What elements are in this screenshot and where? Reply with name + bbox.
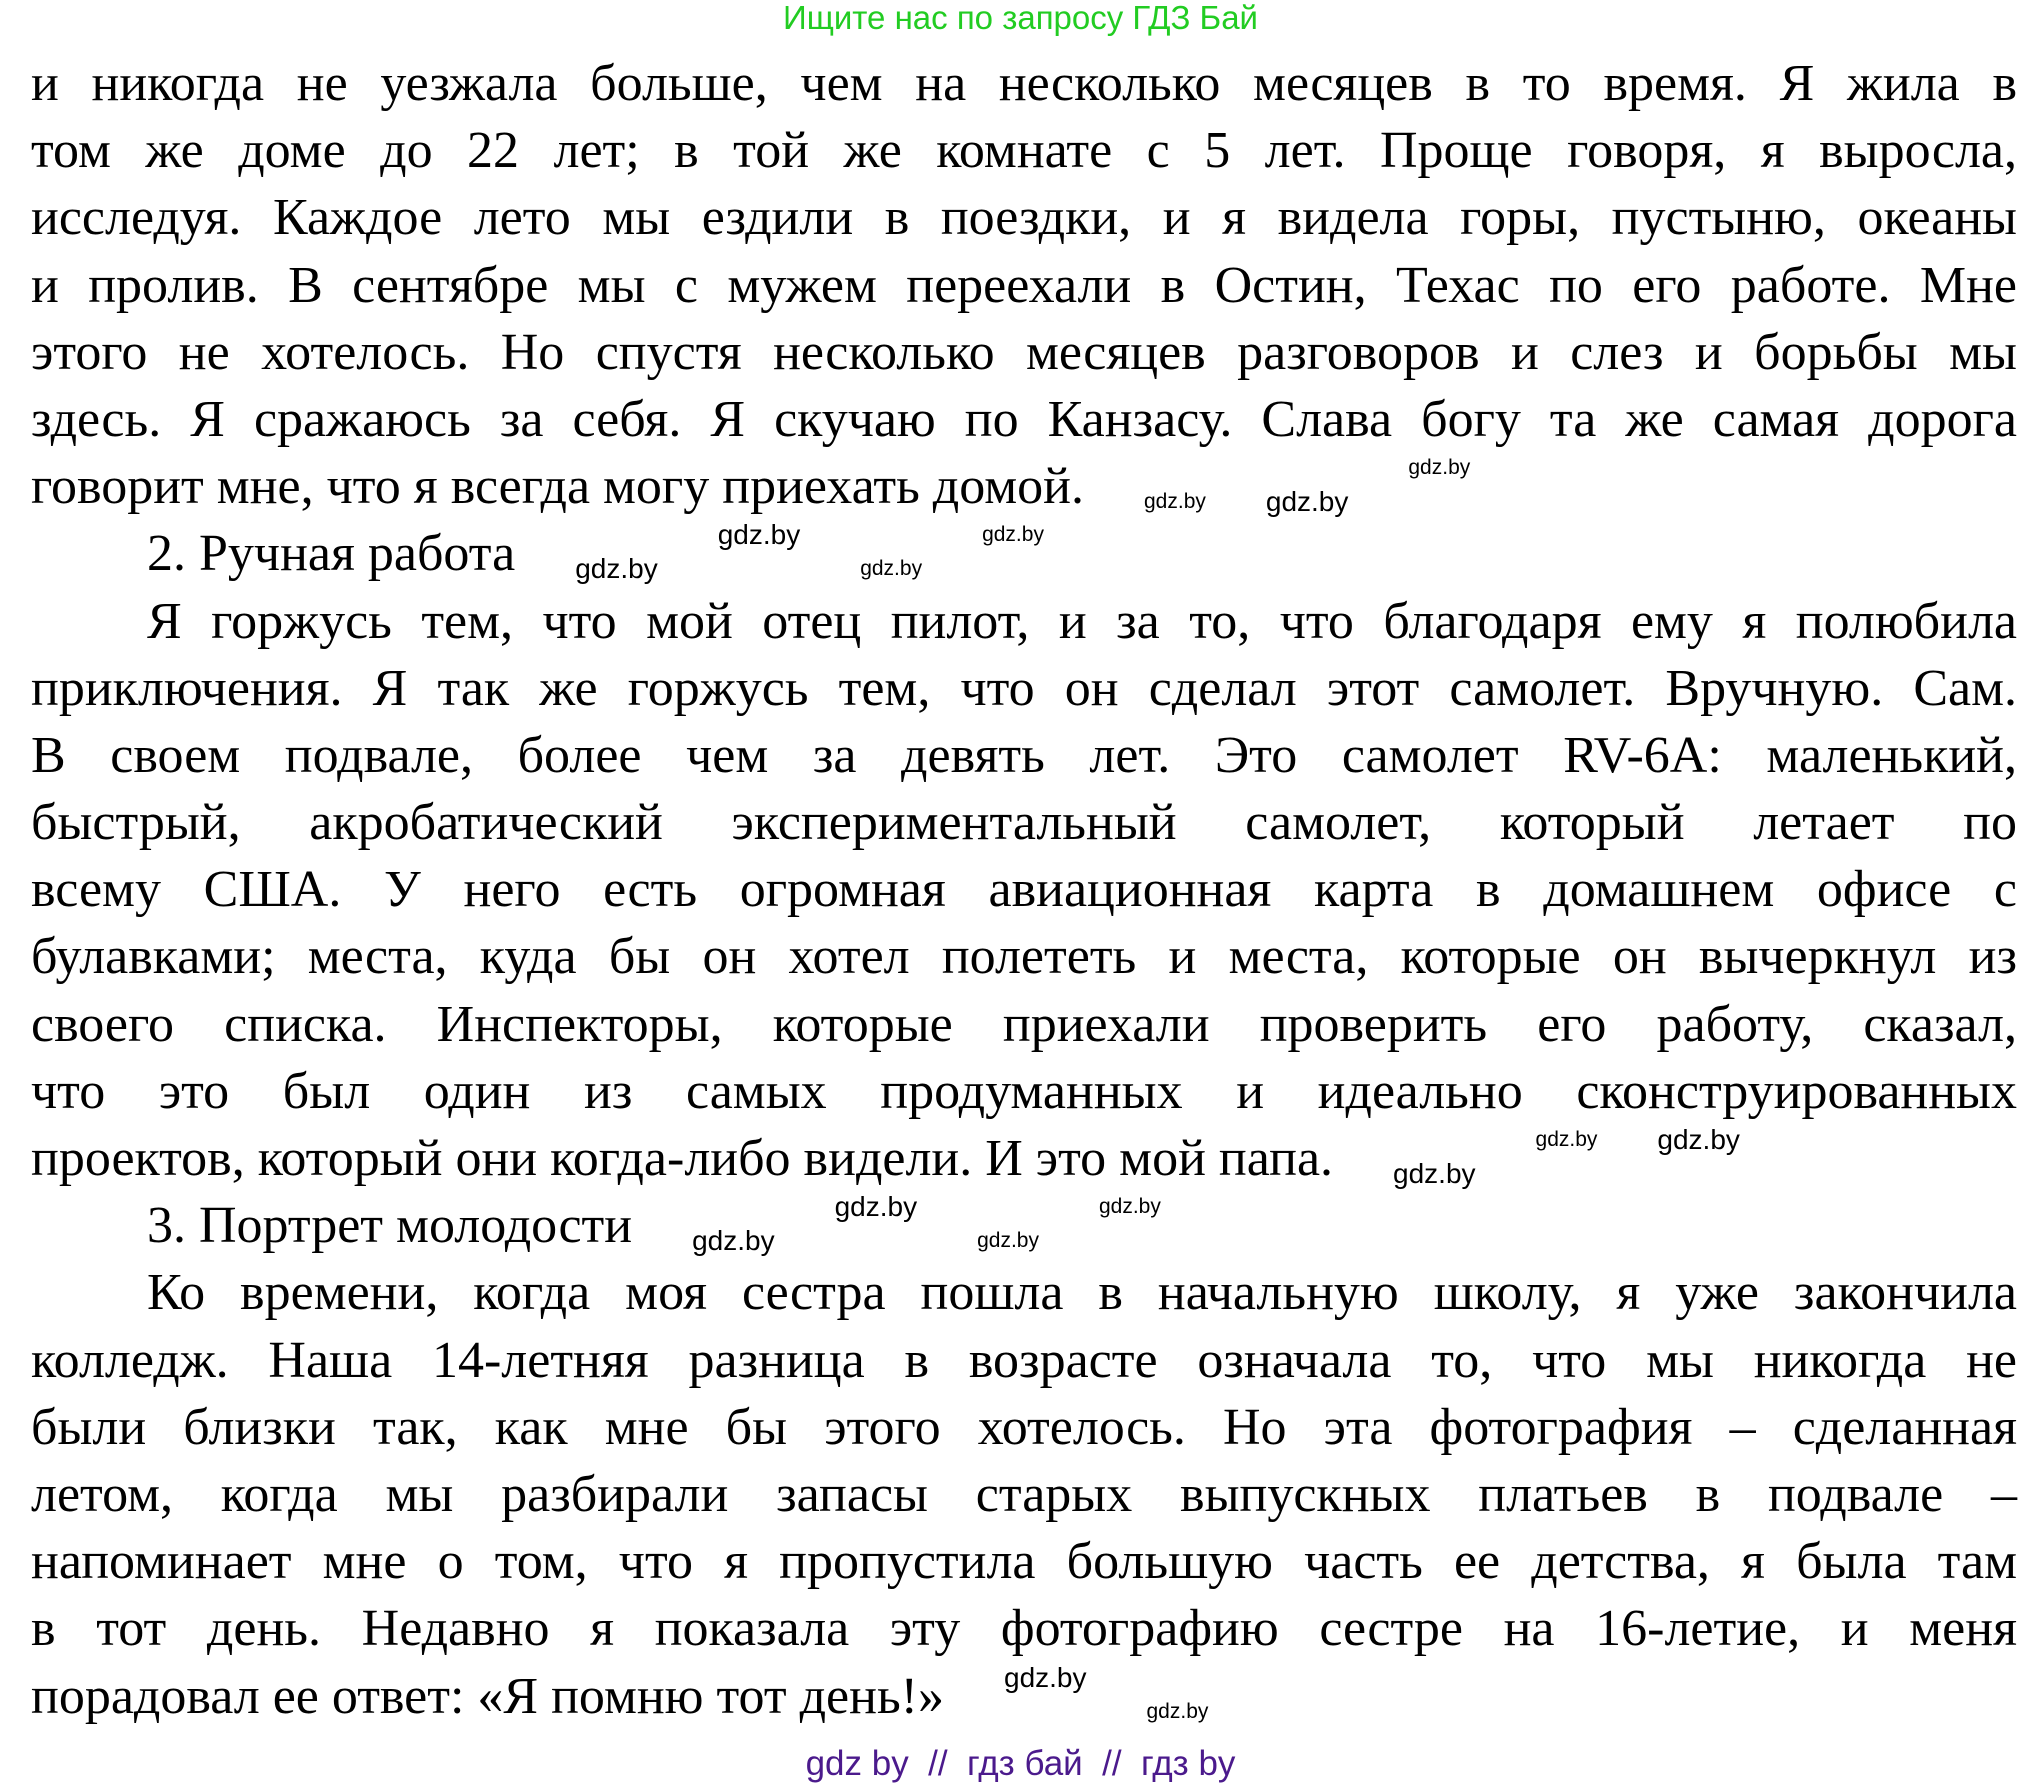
line-text: и никогда не уезжала больше, чем на несколько месяцев в то время. Я жила в	[31, 55, 2017, 112]
text-line	[31, 319, 2017, 386]
line-text: всему США. У него есть огромная авиационная карта в домашнем офисе с	[31, 861, 2017, 919]
text-line	[31, 1125, 1740, 1192]
text-line	[31, 722, 2017, 789]
text-line	[31, 184, 2017, 251]
text-line	[31, 1528, 2017, 1595]
text-line	[31, 1461, 2017, 1528]
document-body	[31, 50, 2017, 1730]
text-line	[31, 453, 1470, 520]
watermark: gdz.by	[1146, 1699, 1209, 1723]
text-line	[31, 252, 2017, 319]
line-text: порадовал ее ответ: «Я помню тот день!»	[31, 1667, 944, 1725]
watermark: gdz.by	[575, 553, 658, 585]
watermark: gdz.by	[1265, 486, 1349, 518]
line-text: 3. Портрет молодости	[147, 1197, 633, 1255]
text-line	[31, 923, 2017, 990]
text-line	[31, 789, 2017, 856]
watermark: gdz.by	[717, 519, 801, 551]
line-text: что это был один из самых продуманных и идеально сконструированных	[31, 1062, 2017, 1120]
watermark: gdz.by	[834, 1191, 918, 1223]
line-text: в тот день. Недавно я показала эту фотографию сестре на 16-летие, и меня	[31, 1600, 2017, 1658]
line-text: своего списка. Инспекторы, которые приехали проверить его работу, сказал,	[31, 995, 2017, 1053]
text-line	[31, 1259, 2017, 1326]
line-text: быстрый, акробатический экспериментальный самолет, который летает по	[31, 794, 2017, 852]
text-line	[31, 655, 2017, 722]
line-text: Я горжусь тем, что мой отец пилот, и за то, что благодаря ему я полюбила	[147, 592, 2017, 650]
watermark: gdz.by	[1098, 1195, 1161, 1219]
line-text: здесь. Я сражаюсь за себя. Я скучаю по Канзасу. Слава богу та же самая дорога	[31, 390, 2017, 448]
watermark: gdz.by	[1535, 1128, 1598, 1151]
watermark: gdz.by	[977, 1229, 1039, 1253]
section-heading	[31, 1192, 1161, 1259]
footer-links[interactable]: gdz by // гдз бай // гдз by	[805, 1744, 1236, 1783]
line-text: этого не хотелось. Но спустя несколько месяцев разговоров и слез и борьбы мы	[31, 323, 2017, 381]
section-heading	[31, 520, 1044, 587]
line-text: том же доме до 22 лет; в той же комнате с 5 лет. Проще говоря, я выросла,	[31, 122, 2017, 180]
text-line	[31, 1058, 2017, 1125]
watermark: gdz.by	[1408, 456, 1471, 480]
line-text: В своем подвале, более чем за девять лет. Это самолет RV-6A: маленький,	[31, 726, 2017, 784]
text-line	[31, 50, 2017, 117]
line-text: 2. Ручная работа	[147, 525, 516, 583]
watermark: gdz.by	[1393, 1158, 1476, 1189]
text-line	[31, 386, 2017, 453]
text-line	[31, 588, 2017, 655]
line-text: были близки так, как мне бы этого хотелось. Но эта фотография – сделанная	[31, 1398, 2017, 1456]
line-text: приключения. Я так же горжусь тем, что он сделал этот самолет. Вручную. Сам.	[31, 659, 2017, 717]
text-line	[31, 117, 2017, 184]
line-text: говорит мне, что я всегда могу приехать домой.	[31, 458, 1084, 516]
watermark: gdz.by	[1004, 1661, 1087, 1693]
text-line	[31, 1663, 1208, 1730]
watermark: gdz.by	[692, 1225, 775, 1257]
line-text: напоминает мне о том, что я пропустила большую часть ее детства, я была там	[31, 1533, 2017, 1591]
watermark: gdz.by	[982, 523, 1044, 547]
line-text: проектов, который они когда-либо видели. И это мой папа.	[31, 1130, 1334, 1187]
line-text: летом, когда мы разбирали запасы старых выпускных платьев в подвале –	[31, 1465, 2017, 1523]
line-text: Ко времени, когда моя сестра пошла в начальную школу, я уже закончила	[147, 1264, 2017, 1322]
line-text: булавками; места, куда бы он хотел полететь и места, которые он вычеркнул из	[31, 928, 2017, 986]
text-line	[31, 1394, 2017, 1461]
text-line	[31, 991, 2017, 1058]
line-text: и пролив. В сентябре мы с мужем переехали в Остин, Техас по его работе. Мне	[31, 256, 2017, 314]
line-text: колледж. Наша 14-летняя разница в возрасте означала то, что мы никогда не	[31, 1331, 2017, 1389]
text-line	[31, 1595, 2017, 1662]
watermark: gdz.by	[1144, 490, 1206, 514]
text-line	[31, 1327, 2017, 1394]
watermark: gdz.by	[1657, 1124, 1740, 1155]
line-text: исследуя. Каждое лето мы ездили в поездки, и я видела горы, пустыню, океаны	[31, 189, 2017, 247]
watermark: gdz.by	[860, 557, 923, 581]
search-hint-banner: Ищите нас по запросу ГДЗ Бай	[783, 0, 1258, 36]
text-line	[31, 856, 2017, 923]
